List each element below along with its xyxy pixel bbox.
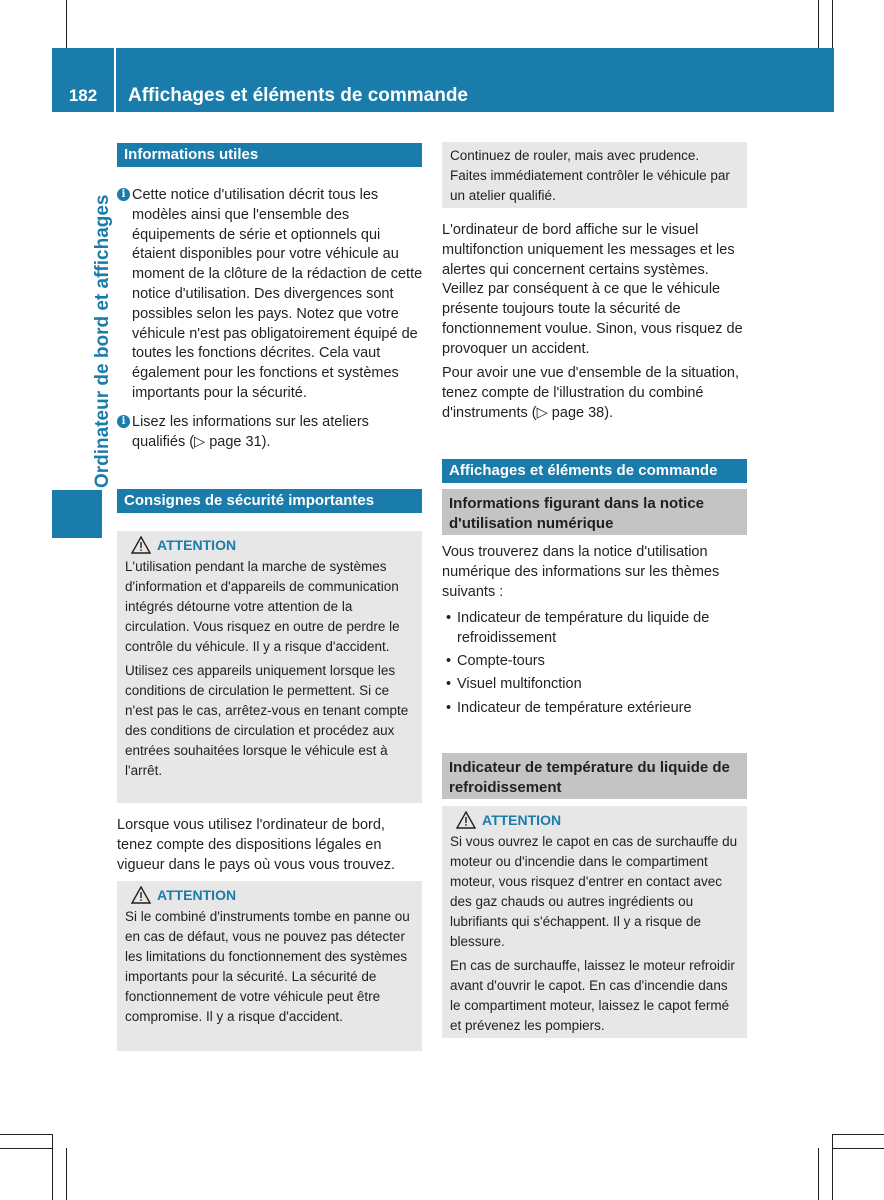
warning-text: Utilisez ces appareils uniquement lorsque les conditions de circulation le permettent. Si ce n'est pas le cas, arrêtez-vous en tenant compte des conditions de circulation et procédez aux entrées souhaitées lorsque le véhicule est à l'arrêt.: [125, 663, 409, 778]
crop-mark: [66, 1148, 67, 1200]
warning-text: L'utilisation pendant la marche de systèmes d'information et d'appareils de communication intégrés détourne votre attention de la circulation. Vous risquez en outre de perdre le contrôle du véhicule. Il y a risque d'accident.: [125, 559, 400, 654]
page-title: Affichages et éléments de commande: [128, 85, 468, 106]
paragraph: L'ordinateur de bord affiche sur le visuel multifonction uniquement les messages et les alertes qui concernent certains systèmes. Veillez par conséquent à ce que le véhicule présente toujours toute la sécurité de fonctionnement voulue. Sinon, vous risquez de provoquer un accident.: [442, 222, 743, 357]
warning-text: Si vous ouvrez le capot en cas de surchauffe du moteur ou d'incendie dans le compartiment moteur, vous risquez d'entrer en contact avec des gaz chauds ou autres ingrédients ou lubrifiants qui s'échappent. Il y a risque de blessure.: [450, 834, 738, 949]
crop-mark: [52, 1134, 53, 1200]
list-item: • Visuel multifonction: [442, 675, 748, 695]
list-item: • Compte-tours: [442, 652, 748, 672]
info-icon: i: [117, 415, 130, 428]
topic-list: [442, 609, 748, 722]
warning-title: [450, 808, 739, 832]
paragraph: Vous trouverez dans la notice d'utilisation numérique des informations sur les thèmes suivants :: [442, 544, 720, 600]
info-text: Lisez les informations sur les ateliers qualifiés (▷ page 31).: [132, 414, 369, 450]
crop-mark: [0, 1148, 52, 1149]
crop-mark: [832, 0, 833, 48]
info-icon: i: [117, 188, 130, 201]
warning-title-text: ATTENTION: [482, 812, 562, 828]
warning-box: [442, 806, 747, 1038]
crop-mark: [818, 1148, 819, 1200]
section-heading-consignes: Consignes de sécurité importantes: [117, 489, 422, 513]
continued-warning-box: [442, 142, 747, 208]
info-text: Cette notice d'utilisation décrit tous les modèles ainsi que l'ensemble des équipements de série et optionnels qui étaient disponibles pour votre véhicule au moment de la clôture de la rédaction de cette notice d'utilisation. Des divergences sont possibles selon les pays. Notez que votre véhicule n'est pas obligatoirement équipé de toutes les fonctions décrites. Cela vaut également pour les fonctions et systèmes importants pour la sécurité.: [132, 187, 423, 401]
warning-box: [117, 531, 422, 803]
warning-title-text: ATTENTION: [157, 887, 237, 903]
section-heading-informations-utiles: Informations utiles: [117, 143, 422, 167]
warning-triangle-icon: [131, 886, 151, 904]
info-item: [117, 413, 423, 453]
crop-mark: [66, 0, 67, 48]
crop-mark: [818, 0, 819, 48]
crop-mark: [832, 1148, 884, 1149]
side-tab-label: Ordinateur de bord et affichages: [92, 194, 113, 488]
crop-mark: [832, 1134, 884, 1135]
list-item: • Indicateur de température du liquide de refroidissement: [442, 609, 748, 649]
paragraph: Lorsque vous utilisez l'ordinateur de bord, tenez compte des dispositions légales en vigueur dans le pays où vous vous trouvez.: [117, 817, 396, 873]
warning-triangle-icon: [131, 536, 151, 554]
warning-text: Si le combiné d'instruments tombe en panne ou en cas de défaut, vous ne pouvez pas détecter les limitations du fonctionnement des systèmes importants pour la sécurité. La sécurité de fonctionnement de votre véhicule peut être compromise. Il y a risque d'accident.: [125, 909, 410, 1024]
warning-text: Continuez de rouler, mais avec prudence. Faites immédiatement contrôler le véhicule par un atelier qualifié.: [450, 148, 730, 203]
list-item: • Indicateur de température extérieure: [442, 699, 748, 719]
warning-title: [125, 883, 414, 907]
sub-heading-indicateur-temperature: Indicateur de température du liquide de refroidissement: [442, 753, 747, 799]
crop-mark: [0, 1134, 52, 1135]
warning-triangle-icon: [456, 811, 476, 829]
warning-title: [125, 533, 414, 557]
crop-mark: [832, 1134, 833, 1200]
info-item: [117, 186, 423, 404]
side-tab-block: [52, 490, 102, 538]
warning-box: [117, 881, 422, 1051]
page-number: 182: [68, 86, 98, 105]
section-heading-affichages: Affichages et éléments de commande: [442, 459, 747, 483]
warning-text: En cas de surchauffe, laissez le moteur refroidir avant d'ouvrir le capot. En cas d'incendie dans le compartiment moteur, laissez le capot fermé et prévenez les pompiers.: [450, 958, 735, 1033]
paragraph: Pour avoir une vue d'ensemble de la situation, tenez compte de l'illustration du combiné d'instruments (▷ page 38).: [442, 365, 739, 421]
sub-heading-informations-notice: Informations figurant dans la notice d'utilisation numérique: [442, 489, 747, 535]
warning-title-text: ATTENTION: [157, 537, 237, 553]
